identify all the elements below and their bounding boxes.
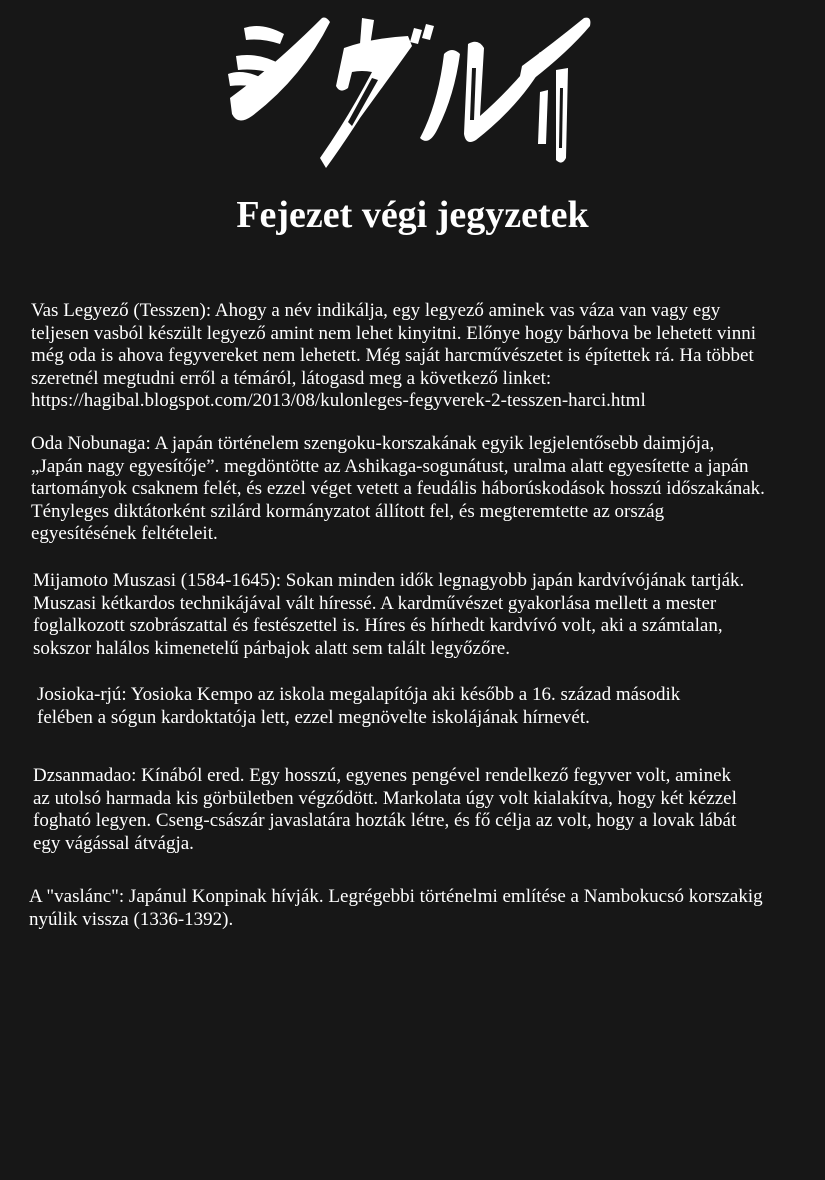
note-line: Dzsanmadao: Kínából ered. Egy hosszú, egyenes pengével rendelkező fegyver volt, aminek bbox=[33, 765, 731, 786]
note-line: Vas Legyező (Tesszen): Ahogy a név indikálja, egy legyező aminek vas váza van vagy egy bbox=[31, 300, 721, 321]
note-line: az utolsó harmada kis görbületben végződött. Markolata úgy volt kialakítva, hogy két kézzel bbox=[33, 787, 737, 809]
note-dzsanmadao bbox=[33, 765, 737, 855]
note-oda-nobunaga bbox=[31, 433, 765, 546]
note-line: sokszor halálos kimenetelű párbajok alatt sem talált legyőzőre. bbox=[33, 637, 510, 659]
note-line: Josioka-rjú: Yosioka Kempo az iskola megalapítója aki később a 16. század második bbox=[37, 684, 681, 705]
note-line: A "vaslánc": Japánul Konpinak hívják. Legrégebbi történelmi említése a Nambokucsó korszakig bbox=[29, 886, 763, 907]
brush-logo-graphic bbox=[222, 8, 594, 170]
note-line: Mijamoto Muszasi (1584-1645): Sokan minden idők legnagyobb japán kardvívójának tartják. bbox=[33, 570, 745, 591]
note-link[interactable]: https://hagibal.blogspot.com/2013/08/kulonleges-fegyverek-2-tesszen-harci.html bbox=[31, 390, 646, 411]
note-tesszen bbox=[31, 300, 756, 413]
note-line: Muszasi kétkardos technikájával vált híressé. A kardművészet gyakorlása mellett a mester bbox=[33, 592, 717, 614]
note-line: tartományok csaknem felét, és ezzel véget vetett a feudális háborúskodások hosszú időszakának. bbox=[31, 478, 765, 499]
note-line: foglalkozott szobrászattal és festészettel is. Híres és hírhedt kardvívó volt, aki a számtalan, bbox=[33, 615, 723, 636]
note-line: egy vágással átvágja. bbox=[33, 832, 194, 854]
note-line: Oda Nobunaga: A japán történelem szengoku-korszakának egyik legjelentősebb daimjója, bbox=[31, 433, 715, 454]
note-vaslanc bbox=[29, 886, 763, 931]
note-line: szeretnél megtudni erről a témáról, látogasd meg a következő linket: bbox=[31, 367, 552, 389]
page-title: Fejezet végi jegyzetek bbox=[236, 194, 589, 236]
note-line: felében a sógun kardoktatója lett, ezzel megnövelte iskolájának hírnevét. bbox=[37, 706, 590, 728]
brush-katakana-logo bbox=[222, 8, 594, 170]
note-line: nyúlik vissza (1336-1392). bbox=[29, 908, 234, 930]
note-line: Tényleges diktátorként szilárd kormányzatot állított fel, és megteremtette az ország bbox=[31, 500, 665, 522]
note-line: fogható legyen. Cseng-császár javaslatára hozták létre, és fő célja az volt, hogy a lovak lábát bbox=[33, 810, 737, 831]
note-mijamoto-muszasi bbox=[33, 570, 744, 660]
note-line: teljesen vasból készült legyező amint nem lehet kinyitni. Előnye hogy bárhova be lehetett vinni bbox=[31, 322, 756, 344]
note-line: egyesítésének feltételeit. bbox=[31, 523, 218, 544]
note-line: még oda is ahova fegyvereket nem lehetett. Még saját harcművészetet is építettek rá. Ha többet bbox=[31, 345, 754, 366]
note-line: „Japán nagy egyesítője”. megdöntötte az Ashikaga-sogunátust, uralma alatt egyesítette a japán bbox=[31, 455, 749, 477]
note-josioka-rju bbox=[37, 684, 680, 729]
